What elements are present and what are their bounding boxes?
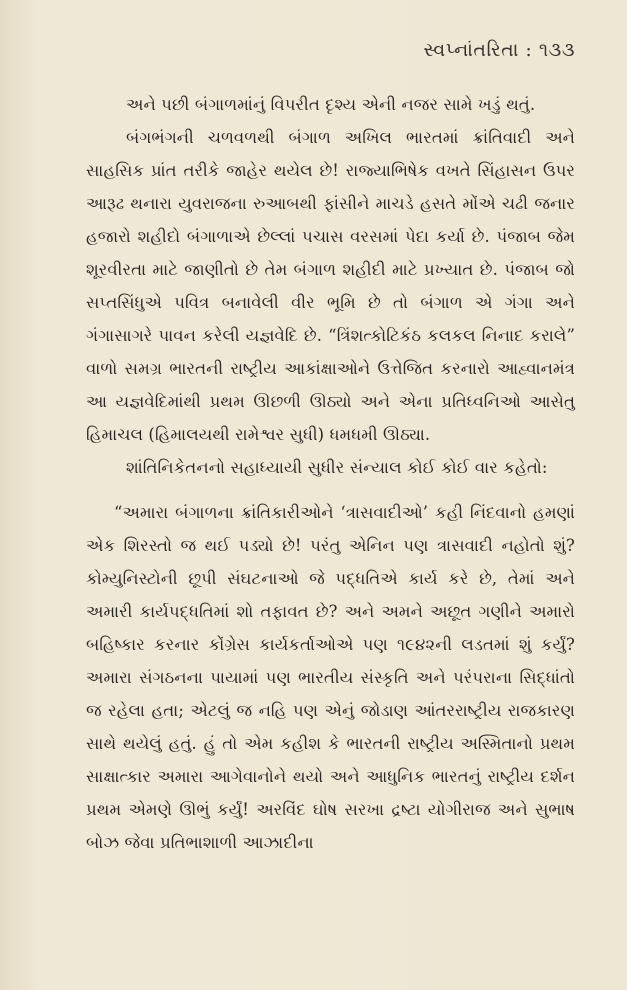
paragraph-3: શાંતિનિકેતનનો સહાધ્યાયી સુધીર સંન્યાલ કોઈ કોઈ વાર કહેતો:	[126, 458, 548, 477]
quoted-speech: “અમારા બંગાળના ક્રાંતિકારીઓને ‘ત્રાસવાદીઓ’ કહી નિંદવાનો હમણાં એક શિરસ્તો જ થઈ પડ્યો છે! પરંતુ એનિન પણ ત્રાસવાદી નહોતો શું? કોમ્યુનિસ્ટોની છૂપી સંઘટનાઓ જે પદ્ધતિએ કાર્ય કરે છે, તેમાં અને અમારી કાર્યપદ્ધતિમાં શો તફાવત છે? અને અમને અછૂત ગણીને અમારો બહિષ્કાર કરનાર કોંગ્રેસ કાર્યકર્તાઓએ પણ ૧૯૪૨ની લડતમાં શું કર્યું? અમારા સંગઠનના પાયામાં પણ ભારતીય સંસ્કૃતિ અને પરંપરાના સિદ્ધાંતો જ રહેલા હતા; એટલું જ નહિ પણ એનું જોડાણ આંતરરાષ્ટ્રીય રાજકારણ સાથે થયેલું હતું. હું તો એમ કહીશ કે ભારતની રાષ્ટ્રીય અસ્મિતાનો પ્રથમ સાક્ષાત્કાર અમારા આગેવાનોને થયો અને આધુનિક ભારતનું રાષ્ટ્રીય દર્શન પ્રથમ એમણે ઊભું કર્યું! અરવિંદ ઘોષ સરખા દ્રષ્ટા યોગીરાજ અને સુભાષ બોઝ જેવા પ્રતિભાશાળી આઝાદીના	[86, 503, 575, 852]
paragraph-1: અને પછી બંગાળમાંનું વિપરીત દૃશ્ય એની નજર સામે ખડું થતું.	[126, 95, 536, 114]
body-text	[86, 88, 575, 859]
running-head: સ્વપ્નાંતરિતા : ૧૩૩	[423, 39, 575, 61]
paragraph-2: બંગભંગની ચળવળથી બંગાળ અખિલ ભારતમાં ક્રાંતિવાદી અને સાહસિક પ્રાંત તરીકે જાહેર થયેલ છે! રાજ્યાભિષેક વખતે સિંહાસન ઉપર આરૂઢ થનારા યુવરાજના રુઆબથી ફાંસીને માચડે હસતે મોંએ ચઢી જનાર હજારો શહીદો બંગાળાએ છેલ્લાં પચાસ વરસમાં પેદા કર્યા છે. પંજાબ જેમ શૂરવીરતા માટે જાણીતો છે તેમ બંગાળ શહીદી માટે પ્રખ્યાત છે. પંજાબ જો સપ્તસિંધુએ પવિત્ર બનાવેલી વીર ભૂમિ છે તો બંગાળ એ ગંગા અને ગંગાસાગરે પાવન કરેલી યજ્ઞવેદિ છે. “ત્રિંશત્કોટિકંઠ કલકલ નિનાદ કરાલે” વાળો સમગ્ર ભારતની રાષ્ટ્રીય આકાંક્ષાઓને ઉત્તેજિત કરનારો આહ્વાનમંત્ર આ યજ્ઞવેદિમાંથી પ્રથમ ઊછળી ઊઠ્યો અને એના પ્રતિધ્વનિઓ આસેતુ હિમાચલ (હિમાલયથી રામેશ્વર સુધી) ધમધમી ઊઠ્યા.	[86, 128, 575, 444]
